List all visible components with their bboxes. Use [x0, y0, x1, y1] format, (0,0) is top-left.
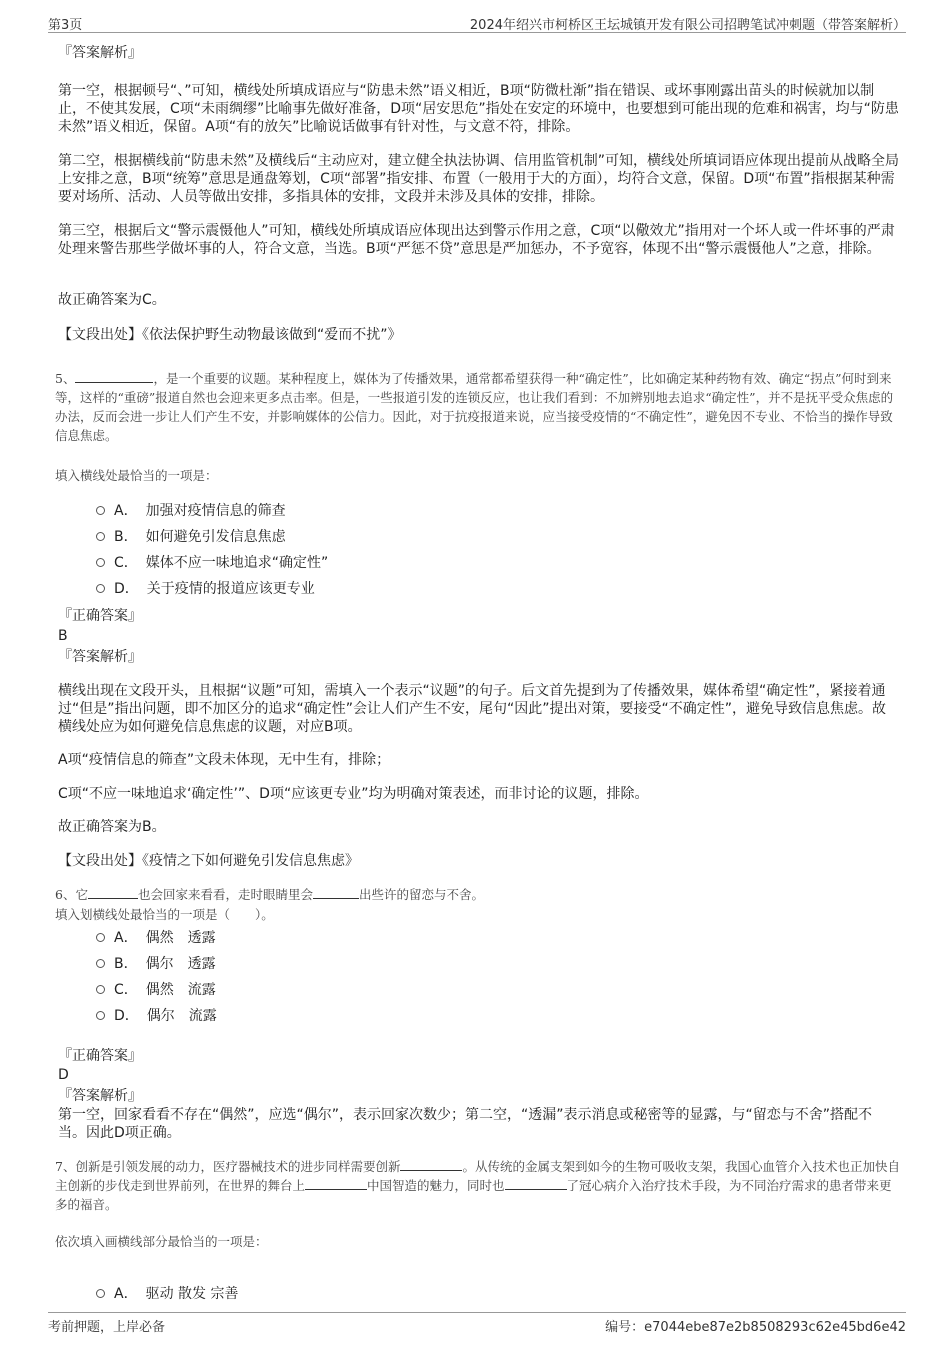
- q6-option-a[interactable]: A． 偶然 透露: [96, 929, 216, 947]
- page-footer: [48, 1312, 906, 1335]
- q5-analysis-label: 『答案解析』: [58, 649, 142, 665]
- q7-prompt: 依次填入画横线部分最恰当的一项是：: [55, 1234, 268, 1249]
- document-title: 2024年绍兴市柯桥区王坛城镇开发有限公司招聘笔试冲刺题（带答案解析）: [469, 18, 906, 33]
- footer-slogan: 考前押题，上岸必备: [48, 1320, 166, 1335]
- q6-option-c[interactable]: C． 偶然 流露: [96, 981, 216, 999]
- q7-question: 7、创新是引领发展的动力，医疗器械技术的进步同样需要创新 。从传统的金属支架到如今的生物可吸收支架，我国心血管介入技术也正加快自主创新的步伐走到世界前列，在世界的舞台上 中国智造的魅力，同时也 了冠心病介入治疗技术手段，为不同治疗需求的患者带来更多的福音。: [55, 1159, 900, 1212]
- q7-option-a[interactable]: A． 驱动 散发 宗善: [96, 1285, 238, 1303]
- radio-icon: [96, 1289, 105, 1298]
- q5-answer: B: [58, 628, 68, 644]
- q6-answer-label: 『正确答案』: [58, 1048, 142, 1064]
- radio-icon: [96, 584, 105, 593]
- q6-question: 6、它 也会回家来看看，走时眼睛里会 出些许的留恋与不舍。: [55, 887, 484, 902]
- q6-option-b[interactable]: B． 偶尔 透露: [96, 955, 216, 973]
- q4-source: 【文段出处】《依法保护野生动物最该做到“爱而不扰”》: [58, 327, 402, 343]
- page-number: 第3页: [48, 18, 83, 33]
- q5-answer-label: 『正确答案』: [58, 608, 142, 624]
- q7-blank-3: [505, 1177, 567, 1190]
- q6-option-d[interactable]: D． 偶尔 流露: [96, 1007, 217, 1025]
- q4-conclusion: 故正确答案为C。: [58, 292, 166, 308]
- q4-analysis-p2: 第二空，根据横线前“防患未然”及横线后“主动应对，建立健全执法协调、信用监管机制”可知，横线处所填词语应体现出提前从战略全局上安排之意，B项“统筹”意思是通盘筹划，C项“部署”指安排、布置（一般用于大的方面），均符合文意，保留。D项“布置”指根据某种需要对场所、活动、人员等做出安排，多指具体的安排，文段并未涉及具体的安排，排除。: [58, 153, 900, 205]
- radio-icon: [96, 558, 105, 567]
- radio-icon: [96, 959, 105, 968]
- q5-analysis-p1: 横线出现在文段开头，且根据“议题”可知，需填入一个表示“议题”的句子。后文首先提到为了传播效果，媒体希望“确定性”，紧接着通过“但是”指出问题，即不加区分的追求“确定性”会让人们产生不安，尾句“因此”提出对策，要接受“不确定性”，避免导致信息焦虑。故横线处应为如何避免信息焦虑的议题，对应B项。: [58, 683, 887, 735]
- q5-option-d[interactable]: D． 关于疫情的报道应该更专业: [96, 580, 315, 598]
- radio-icon: [96, 985, 105, 994]
- q6-analysis-p1: 第一空，回家看看不存在“偶然”，应选“偶尔”，表示回家次数少；第二空，“透漏”表示消息或秘密等的显露，与“留恋与不舍”搭配不当。因此D项正确。: [58, 1107, 873, 1141]
- q5-analysis-p3: C项“不应一味地追求‘确定性’”、D项“应该更专业”均为明确对策表述，而非讨论的议题，排除。: [58, 786, 649, 802]
- q5-source: 【文段出处】《疫情之下如何避免引发信息焦虑》: [58, 853, 359, 869]
- radio-icon: [96, 933, 105, 942]
- q6-blank-2: [313, 886, 359, 899]
- q4-analysis-p3: 第三空，根据后文“警示震慑他人”可知，横线处所填成语应体现出达到警示作用之意，C项“以儆效尤”指用对一个坏人或一件坏事的严肃处理来警告那些学做坏事的人，符合文意，当选。B项“严惩不贷”意思是严加惩办，不予宽容，体现不出“警示震慑他人”之意，排除。: [58, 223, 895, 257]
- radio-icon: [96, 506, 105, 515]
- q6-answer: D: [58, 1067, 69, 1083]
- q5-conclusion: 故正确答案为B。: [58, 819, 166, 835]
- q7-blank-1: [400, 1158, 462, 1171]
- q5-option-b[interactable]: B． 如何避免引发信息焦虑: [96, 528, 286, 546]
- document-id: 编号：e7044ebe87e2b8508293c62e45bd6e42: [605, 1320, 906, 1335]
- q6-blank-1: [88, 886, 138, 899]
- q5-option-c[interactable]: C． 媒体不应一味地追求“确定性”: [96, 554, 328, 572]
- q6-prompt: 填入划横线处最恰当的一项是（ ）。: [55, 907, 274, 922]
- q5-prompt: 填入横线处最恰当的一项是：: [55, 468, 218, 483]
- q4-analysis-label: 『答案解析』: [58, 45, 142, 61]
- q5-blank: [75, 370, 153, 383]
- q6-analysis-label: 『答案解析』: [58, 1088, 142, 1104]
- q5-analysis-p2: A项“疫情信息的筛查”文段未体现，无中生有，排除；: [58, 752, 391, 768]
- radio-icon: [96, 1011, 105, 1020]
- q5-option-a[interactable]: A． 加强对疫情信息的筛查: [96, 502, 286, 520]
- radio-icon: [96, 532, 105, 541]
- q7-blank-2: [305, 1177, 367, 1190]
- q4-analysis-p1: 第一空，根据顿号“、”可知，横线处所填成语应与“防患未然”语义相近，B项“防微杜渐”指在错误、或坏事刚露出苗头的时候就加以制止，不使其发展，C项“未雨绸缪”比喻事先做好准备，D项“居安思危”指处在安定的环境中，也要想到可能出现的危难和祸害，均与“防患未然”语义相近，保留。A项“有的放矢”比喻说话做事有针对性，与文意不符，排除。: [58, 83, 899, 135]
- q5-question: 5、 ，是一个重要的议题。某种程度上，媒体为了传播效果，通常都希望获得一种“确定性”，比如确定某种药物有效、确定“拐点”何时到来等，这样的“重磅”报道自然也会迎来更多点击率。但是，一些报道引发的连锁反应，也让我们看到：不加辨别地去追求“确定性”，并不是抚平受众焦虑的办法，反而会进一步让人们产生不安，并影响媒体的公信力。因此，对于抗疫报道来说，应当接受疫情的“不确定性”，避免因不专业、不恰当的操作导致信息焦虑。: [55, 371, 894, 443]
- page-header: [48, 10, 906, 33]
